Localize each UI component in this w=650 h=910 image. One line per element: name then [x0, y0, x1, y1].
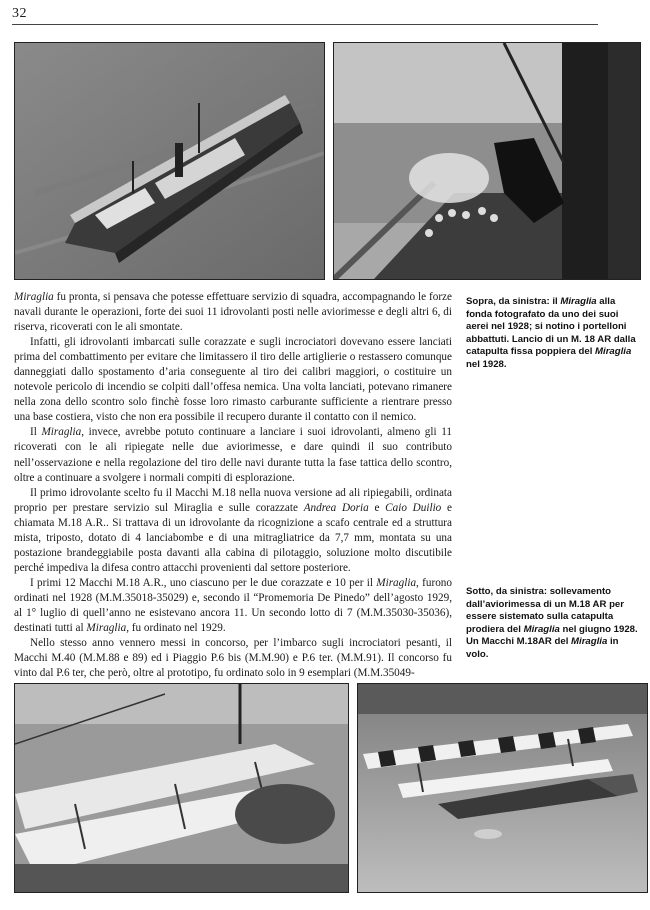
paragraph: Il primo idrovolante scelto fu il Macchi M.18 nella nuova versione ad ali ripiegabili, ordinata proprio per prestare servizio sul Miraglia e sulle corazzate Andrea Doria e Caio Duilio e chiamata M.18 A.R.. Si trattava di un idrovolante da ricognizione a scafo centrale ed a struttura mista, triposto, dotato di 4 lanciabombe e di una mitragliatrice da 7,7 mm, montata su una postazione brandeggiabile posta davanti alla cabina di pilotaggio, soluzione molto discutibile perché impediva la difesa contro attacchi provenienti dal settore posteriore. [14, 486, 452, 574]
caption-bottom-photos: Sotto, da sinistra: sollevamento dall’aviorimessa di un M.18 AR per essere sistemato sulla catapulta prodiera del Miraglia nel giugno 1928. Un Macchi M.18AR del Miraglia in volo. [466, 586, 638, 660]
paragraph: Nello stesso anno vennero messi in concorso, per l’imbarco sugli incrociatori pesanti, il Macchi M.40 (M.M.88 e 89) ed i Piaggio P.6 bis (M.M.90) e P.6 ter. (M.M.91). Il concorso fu vinto dal P.6 ter, che però, oltre al prototipo, fu ordinato solo in 9 esemplari (M.M.35049- [14, 637, 452, 680]
paragraph: Infatti, gli idrovolanti imbarcati sulle corazzate e sugli incrociatori dovevano essere lanciati prima del combattimento per evitare che limitassero il tiro delle artiglierie o restassero comunque danneggiati dallo spostamento d’aria conseguente al tiro dei calibri maggiori, o costituire un notevole pericolo di incendio se colpiti dall’offesa nemica. Una volta lanciati, potevano rimanere nella zona dello scontro solo finchè fosse loro rimasto carburante sufficiente a rientrare presso una base costiera, visto che non era possibile il recupero durante il contatto con il nemico. [14, 336, 452, 424]
photo-miraglia-at-anchor [14, 42, 325, 280]
paragraph: I primi 12 Macchi M.18 A.R., uno ciascuno per le due corazzate e 10 per il Miraglia, furono ordinati nel 1928 (M.M.35018-35029) e, secondo il “Promemoria De Pinedo” dell’agosto 1929, al 1° luglio di quell’anno ne esistevano ancora 11. Un secondo lotto di 7 (M.M.35030-35036), destinati tutti al Miraglia, fu ordinato nel 1929. [14, 576, 452, 635]
photo-hoisting-seaplane [14, 683, 349, 893]
paragraph: Il Miraglia, invece, avrebbe potuto continuare a lanciare i suoi idrovolanti, almeno gli 11 ricoverati con le ali ripiegate nelle due aviorimesse, e dare quindi il suo contributo nell’osservazione e nella regolazione del tiro delle navi durante tutta la fase tattica dello scontro, oltre a continuare a svolgere i normali compiti di esplorazione. [14, 426, 452, 484]
caption-top-photos: Sopra, da sinistra: il Miraglia alla fonda fotografato da uno dei suoi aerei nel 1928; si notino i portelloni abbattuti. Lancio di un M. 18 AR dalla catapulta fissa poppiera del Miraglia nel 1928. [466, 296, 636, 370]
header-rule [12, 24, 598, 25]
photo-seaplane-in-flight [357, 683, 648, 893]
photo-catapult-launch [333, 42, 641, 280]
article-body [14, 290, 452, 681]
paragraph: Miraglia fu pronta, si pensava che potesse effettuare servizio di squadra, accompagnando le forze navali durante le operazioni, forte dei suoi 11 idrovolanti posti nelle aviorimesse e degli altri 6, di riserva, ricoverati con le ali smontate. [14, 291, 452, 334]
page-number: 32 [12, 6, 27, 21]
